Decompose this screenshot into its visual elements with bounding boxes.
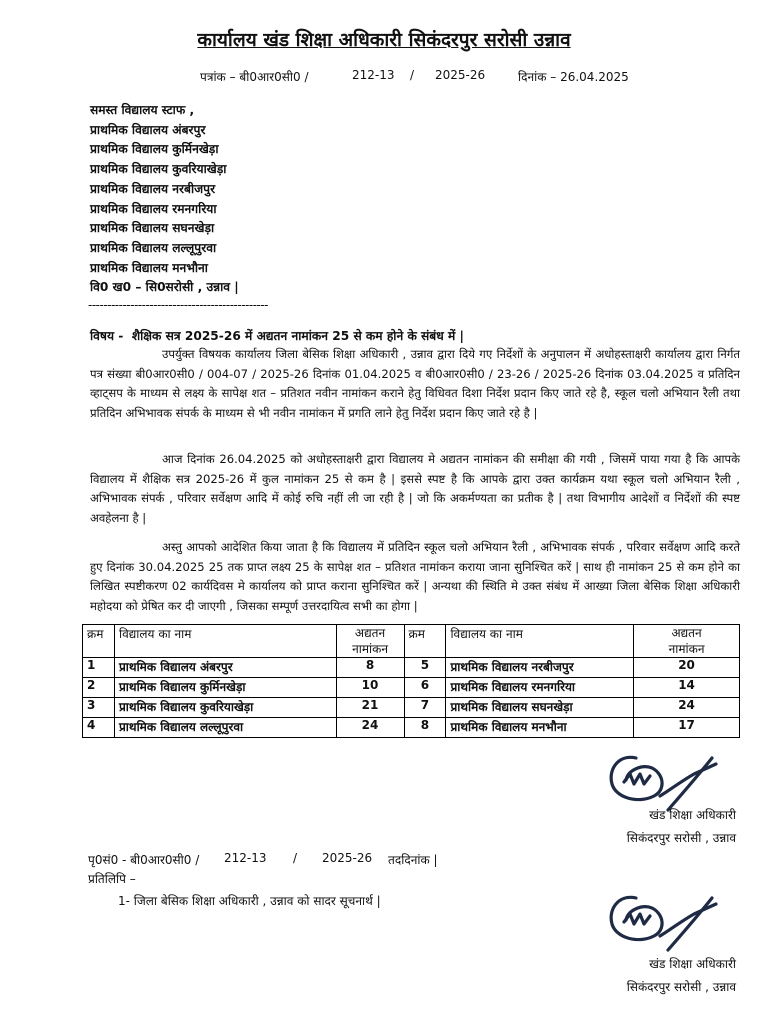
signatory-designation: खंड शिक्षा अधिकारी	[649, 808, 736, 822]
enrollment-table	[82, 624, 740, 738]
enrollment-cell: 8	[336, 658, 404, 678]
header-school-name: विद्यालय का नाम	[114, 625, 336, 658]
table-row	[83, 678, 740, 698]
body-paragraph: आज दिनांक 26.04.2025 को अधोहस्ताक्षरी द्वारा विद्यालय मे अद्यतन नामांकन की समीक्षा की गयी , जिसमें पाया गया है कि आपके विद्यालय में शैक्षिक सत्र 2025-26 में कुल नामांकन 25 से कम है | इससे स्पष्ट है कि आपके द्वारा उक्त कार्यक्रम यथा स्कूल चलो अभियान रैली , अभिभावक संपर्क , परिवार सर्वेक्षण आदि में कोई रुचि नहीं ली जा रही है | जो कि अकर्मण्यता का प्रतीक है | तथा विभागीय आदेशों व निर्देशों की स्पष्ट अवहेलना है |	[90, 452, 740, 526]
school-name-cell: प्राथमिक विद्यालय कुर्मिनखेड़ा	[114, 678, 336, 698]
recipient-line: प्राथमिक विद्यालय सघनखेड़ा	[90, 221, 215, 236]
header-enrollment: अद्यतन नामांकन	[336, 625, 404, 658]
letter-date: दिनांक – 26.04.2025	[518, 70, 629, 84]
recipient-line: समस्त विद्यालय स्टाफ ,	[90, 103, 195, 117]
serial-cell: 6	[404, 678, 446, 698]
body-paragraph: उपर्युक्त विषयक कार्यालय जिला बेसिक शिक्षा अधिकारी , उन्नाव द्वारा दिये गए निर्देशों के अनुपालन में अधोहस्ताक्षरी कार्यालय द्वारा निर्गत पत्र संख्या बी0आर0सी0 / 004-07 / 2025-26 दिनांक 01.04.2025 व बी0आर0सी0 / 23-26 / 2025-26 दिनांक 03.04.2025 व प्रतिदिन व्हाट्सप के माध्यम से लक्ष्य के सापेक्ष शत – प्रतिशत नवीन नामांकन कराने हेतु विधिवत दिशा निर्देश प्रदान किए जाते रहे है, स्कूल चलो अभियान रैली तथा प्रतिदिन अभिभावक संपर्क के माध्यम से भी नवीन नामांकन में प्रगति लाने हेतु निर्देश प्रदान किए जाते रहे है |	[90, 347, 740, 421]
enrollment-cell: 10	[336, 678, 404, 698]
school-name-cell: प्राथमिक विद्यालय अंबरपुर	[114, 658, 336, 678]
signature-image	[598, 880, 728, 960]
table-header-row	[83, 625, 740, 658]
endorsement-label: पृ0सं0 - बी0आर0सी0 /	[88, 853, 200, 867]
endorsement-year: 2025-26	[322, 851, 373, 865]
enrollment-cell: 14	[634, 678, 740, 698]
school-name-cell: प्राथमिक विद्यालय रमनगरिया	[446, 678, 634, 698]
serial-cell: 8	[404, 718, 446, 738]
signatory-place: सिकंदरपुर सरोसी , उन्नाव	[626, 980, 736, 994]
school-name-cell: प्राथमिक विद्यालय नरबीजपुर	[446, 658, 634, 678]
header-school-name: विद्यालय का नाम	[446, 625, 634, 658]
enrollment-cell: 24	[634, 698, 740, 718]
serial-cell: 2	[83, 678, 115, 698]
recipient-line: प्राथमिक विद्यालय कुर्मिनखेड़ा	[90, 142, 219, 157]
recipient-line: प्राथमिक विद्यालय मनभौना	[90, 260, 208, 275]
table-row	[83, 658, 740, 678]
serial-cell: 1	[83, 658, 115, 678]
enrollment-cell: 17	[634, 718, 740, 738]
recipient-line: प्राथमिक विद्यालय लल्लूपुरवा	[90, 240, 217, 255]
recipient-line: प्राथमिक विद्यालय कुवरियाखेड़ा	[90, 162, 227, 177]
school-name-cell: प्राथमिक विद्यालय मनभौना	[446, 718, 634, 738]
body-paragraph: अस्तु आपको आदेशित किया जाता है कि विद्यालय में प्रतिदिन स्कूल चलो अभियान रैली , अभिभावक संपर्क , परिवार सर्वेक्षण आदि करते हुए दिनांक 30.04.2025 25 तक प्राप्त लक्ष्य 25 के सापेक्ष शत – प्रतिशत नामांकन कराया जाना सुनिश्चित करें | साथ ही नामांकन 25 से कम होने का लिखित स्पष्टीकरण 02 कार्यदिवस मे कार्यालय को प्राप्त कराना सुनिश्चित करें | अन्यथा की स्थिति मे उक्त संबंध में आख्या जिला बेसिक शिक्षा अधिकारी महोदया को प्रेषित कर दी जाएगी , जिसका सम्पूर्ण उत्तरदायित्व सभी का होगा |	[90, 540, 740, 614]
header-serial: क्रम	[404, 625, 446, 658]
signature-block	[560, 955, 736, 995]
enrollment-cell: 24	[336, 718, 404, 738]
subject-line	[90, 327, 464, 344]
header-enrollment: अद्यतन नामांकन	[634, 625, 740, 658]
header-serial: क्रम	[83, 625, 115, 658]
recipient-line: प्राथमिक विद्यालय रमनगरिया	[90, 201, 217, 216]
reference-separator: /	[410, 68, 415, 82]
reference-number: 212-13	[352, 68, 395, 82]
copy-to-label: प्रतिलिपि –	[88, 872, 136, 886]
recipient-line: प्राथमिक विद्यालय अंबरपुर	[90, 122, 206, 137]
school-name-cell: प्राथमिक विद्यालय सघनखेड़ा	[446, 698, 634, 718]
serial-cell: 7	[404, 698, 446, 718]
subject-label: विषय -	[90, 329, 124, 343]
endorsement-date: तददिनांक |	[388, 853, 438, 867]
serial-cell: 5	[404, 658, 446, 678]
table-row	[83, 718, 740, 738]
divider-line: -----------------------------------------------	[88, 298, 269, 312]
recipient-list	[90, 101, 239, 298]
serial-cell: 4	[83, 718, 115, 738]
letter-heading: कार्यालय खंड शिक्षा अधिकारी सिकंदरपुर सरोसी उन्नाव	[197, 29, 571, 51]
endorsement-number: 212-13	[224, 851, 267, 865]
enrollment-cell: 21	[336, 698, 404, 718]
recipient-line: प्राथमिक विद्यालय नरबीजपुर	[90, 181, 216, 196]
subject-text: शैक्षिक सत्र 2025-26 में अद्यतन नामांकन 25 से कम होने के संबंध में |	[131, 329, 464, 343]
reference-year: 2025-26	[435, 68, 486, 82]
signatory-place: सिकंदरपुर सरोसी , उन्नाव	[626, 831, 736, 845]
copy-to-item: 1- जिला बेसिक शिक्षा अधिकारी , उन्नाव को सादर सूचनार्थ |	[118, 894, 381, 908]
signatory-designation: खंड शिक्षा अधिकारी	[649, 957, 736, 971]
reference-label: पत्रांक – बी0आर0सी0 /	[200, 70, 309, 84]
enrollment-cell: 20	[634, 658, 740, 678]
table-row	[83, 698, 740, 718]
signature-block	[560, 806, 736, 846]
school-name-cell: प्राथमिक विद्यालय कुवरियाखेड़ा	[114, 698, 336, 718]
school-name-cell: प्राथमिक विद्यालय लल्लूपुरवा	[114, 718, 336, 738]
recipient-line: वि0 ख0 – सि0सरोसी , उन्नाव |	[90, 280, 239, 295]
endorsement-separator: /	[293, 851, 298, 865]
serial-cell: 3	[83, 698, 115, 718]
